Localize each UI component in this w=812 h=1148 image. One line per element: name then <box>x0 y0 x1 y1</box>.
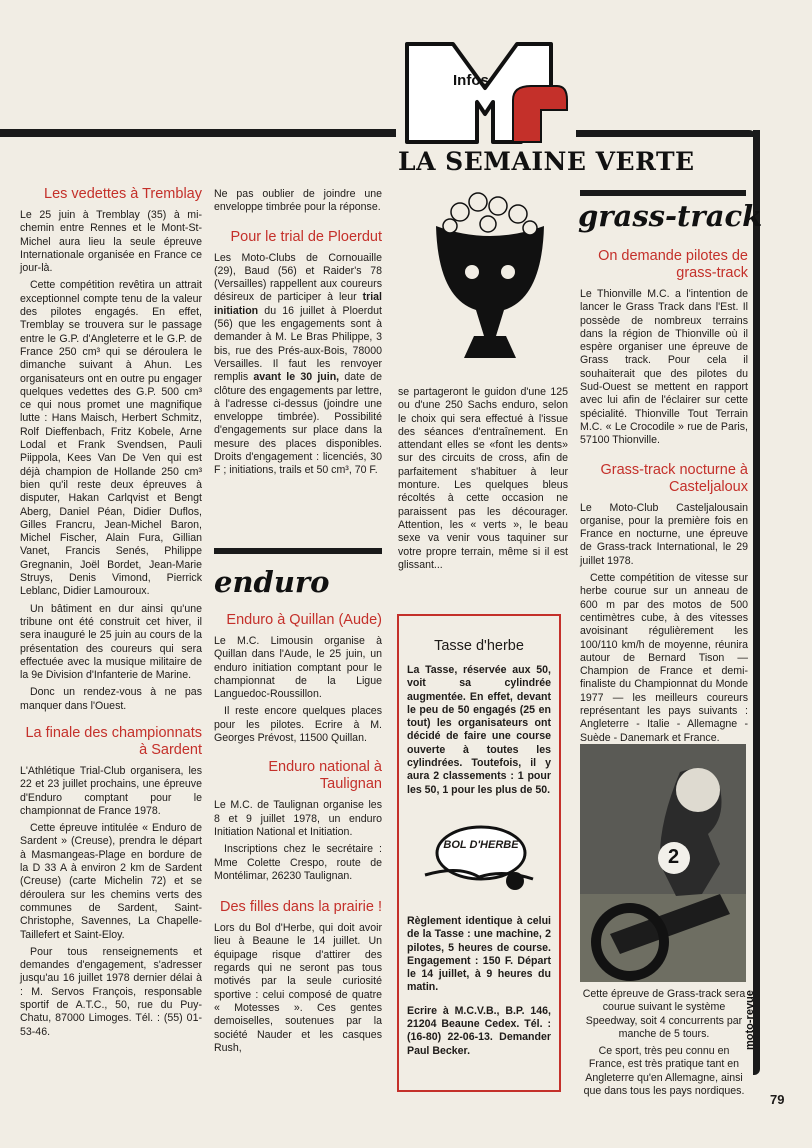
paragraph: Donc un rendez-vous à ne pas manquer dans l'Ouest. <box>20 686 202 712</box>
column-3-text <box>398 386 568 576</box>
paragraph: Le 25 juin à Tremblay (35) à mi-chemin entre Rennes et le Mont-St-Michel aura lieu la seule épreuve Internationale organisée en France ce jour-là. <box>20 209 202 275</box>
infos-label: Infos <box>453 72 489 89</box>
paragraph: Inscriptions chez le secrétaire : Mme Colette Crespo, route de Montélimar, 26230 Taulignan. <box>214 843 382 882</box>
enduro-rule <box>214 548 382 554</box>
headline-sardent: La finale des championnats à Sardent <box>25 724 202 758</box>
section-grass-track: grass-track <box>578 199 763 233</box>
box-paragraph: Ecrire à M.C.V.B., B.P. 146, 21204 Beaune Cedex. Tél. : (16-80) 22-06-13. Demander Paul Becker. <box>407 1004 551 1057</box>
box-paragraph: La Tasse, réservée aux 50, voit sa cylindrée augmentée. En effet, devant le peu de 50 engagés (25 en tout) les organisateurs ont décidé de faire une course ouverte à toutes les cylindrées. Toutefois, il y aura 2 classements : 1 pour les 50, 1 pour les plus de 50. <box>407 664 551 796</box>
paragraph: Pour tous renseignements et demandes d'engagement, s'adresser jusqu'au 16 juillet 1978 dernier délai à : M. Servos François, responsable sportif de A.T.C., 50, rue du Puy-Chatu, 87000 Limoges. Tél. : (55) 01-53-46. <box>20 945 202 1038</box>
column-4-bottom <box>580 988 748 1102</box>
magazine-name-vertical: moto-revue <box>744 990 756 1050</box>
paragraph: Le Thionville M.C. a l'intention de lancer le Grass Track dans l'Est. Il possède de nombreux terrains dans la région de Thionville où il espère organiser une épreuve de Grass track. Pour cela il souhaiterait que des pilotes du Sud-Ouest se mettent en rapport avec lui afin de l'éclairer sur cette spécialité. Thionville Tout Terrain M.C. « Le Crocodile » rue de Paris, 57100 Thionville. <box>580 288 748 447</box>
headline-casteljaloux: Grass-track nocturne à Casteljaloux <box>600 461 748 495</box>
flower-vase-illustration <box>428 186 552 382</box>
tasse-herbe-box <box>397 614 561 1092</box>
top-rule-left <box>0 129 396 137</box>
paragraph: Ce sport, très peu connu en France, est très pratique tant en Angleterre qu'en Allemagne, ainsi que dans tous les pays nordiques. <box>583 1045 745 1098</box>
grass-track-photo <box>580 744 746 982</box>
paragraph: Le M.C. Limousin organise à Quillan dans l'Aude, le 25 juin, un enduro initiation comptant pour le championnat de la Ligue Languedoc-Roussillon. <box>214 635 382 701</box>
column-2-enduro <box>214 612 382 1059</box>
paragraph-trial: Les Moto-Clubs de Cornouaille (29), Baud (56) et Raider's 78 (Versailles) rappellent aux coureurs désireux de participer à leur trial initiation du 16 juillet à Ploerdut (56) que les engagements sont à demander à M. Le Bras Philippe, 3 bis, rue des Prés-aux-Bois, 78000 Versailles. Il faut les renvoyer remplis avant le 30 juin, date de clôture des engagements par lettre, à l'adresse ci-dessus (joindre une enveloppe timbrée). Possibilité d'engagements sur place dans la mesure des places disponibles. Droits d'engagement : licenciés, 30 F ; initiations, trails et 50 cm³, 70 F. <box>214 251 382 477</box>
paragraph: se partageront le guidon d'une 125 ou d'une 250 Sachs enduro, selon le choix qui sera effectué à l'issue des séances d'entraînement. En attendant elles se «font les dents» sur des circuits de cross, afin de parfaitement s'habituer à leur monture. Les quelques bleus récoltés à cette occasion ne paraissent pas les décourager. Attention, les « verts », le beau sexe va venir vous taquiner sur votre propre terrain, même si il est glissant... <box>398 386 568 571</box>
paragraph: Cette compétition de vitesse sur herbe courue sur un anneau de 600 m par des motos de 500 centimètres cube, à des vitesses avoisinant régulièrement les 100/110 km/h de moyenne, réunira autour de Bernard Tison — Champion de France et demi-finaliste du Championnat du Monde 1977 — les meilleurs coureurs représentant les pays suivants : Angleterre - Italie - Allemagne - Suède - Danemark et France. <box>580 572 748 744</box>
paragraph: Un bâtiment en dur ainsi qu'une tribune ont été construit cet hiver, il sera inauguré le 25 juin au cours de la présentation des coureurs qui sera effectuée avec la musique militaire de la 9e Division d'Infanterie de Marine. <box>20 602 202 682</box>
paragraph: Cette épreuve intitulée « Enduro de Sardent » (Creuse), prendra le départ à Masmangeas-Plage en bordure de la D 33 A à environ 2 km de Sardent (Creuse) (carte Michelin 72) et se déroulera sur les chemins verts des communes de Sardent, Saint-Christophe, Savennes, La Chapelle-Taillefert et Saint-Eloy. <box>20 822 202 941</box>
box-title: Tasse d'herbe <box>434 638 524 654</box>
bol-herbe-logo-icon <box>419 811 539 901</box>
column-4 <box>580 248 748 749</box>
paragraph: Lors du Bol d'Herbe, qui doit avoir lieu à Beaune le 14 juillet. Un équipage risque d'attirer des regards qui ne seront pas tous motivés par la seule curiosité sportive : celui composé de quatre « Motesses ». Ces gentes demoiselles, soutenues par la société Nauder et les casques Rush, <box>214 922 382 1054</box>
paragraph: Ne pas oublier de joindre une enveloppe timbrée pour la réponse. <box>214 188 382 214</box>
paragraph: Cette compétition revêtira un attrait exceptionnel compte tenu de la valeur des pilotes engagés. En effet, Tremblay se trouvera sur le passage entre le G.P. d'Angleterre et le G.P. de France 250 cm³ qui se déroulera le dimanche suivant à Ahun. Les organisateurs ont en outre pu engager quelques vedettes des G.P. 500 cm³ ce qui nous promet une magnifique lutte : Hans Maisch, Herbert Schmitz, Rolf Dieffenbach, Fritz Kobele, Arne Lodal et Frank Svendsen, Pauli Piippola, Kees Van De Ven qui est déjà champion de Hollande 250 cm³ bien qu'il reste deux épreuves à disputer, Hakan Carlqvist et Bengt Aberg, Daniel Péan, Didier Duflos, Gilles Francru, Jean-Michel Baron, Michel Fischer, Alain Fura, Gillian Vanet, Francis Senés, Philippe Gregnanin, Joël Bordet, Jean-Marie Struys, Denis Vimond, Pierrick Leblanc, Didier Lamouroux. <box>20 279 202 598</box>
paragraph: Il reste encore quelques places pour les pilotes. Ecrire à M. Georges Prévost, 11500 Quillan. <box>214 705 382 745</box>
headline-ploerdut: Pour le trial de Ploerdut <box>230 228 382 245</box>
headline-pilotes-grass-track: On demande pilotes de grass-track <box>598 248 748 281</box>
right-border-rule <box>753 130 760 1075</box>
top-rule-right <box>576 130 756 137</box>
magazine-logo <box>401 38 575 148</box>
paragraph: Le M.C. de Taulignan organise les 8 et 9 juillet 1978, un enduro Initiation National et Initiation. <box>214 799 382 838</box>
headline-tremblay: Les vedettes à Tremblay <box>44 186 202 202</box>
grass-track-rule <box>580 190 746 196</box>
race-number: 2 <box>668 846 680 868</box>
section-enduro: enduro <box>214 565 330 599</box>
column-2 <box>214 188 382 482</box>
page-title: LA SEMAINE VERTE <box>398 147 695 176</box>
headline-filles: Des filles dans la prairie ! <box>220 899 382 916</box>
mr-logo-icon <box>401 38 575 148</box>
column-1 <box>20 186 202 1043</box>
paragraph: Le Moto-Club Casteljalousain organise, pour la première fois en France en nocturne, une épreuve de Grass-track International, le 29 juillet 1978. <box>580 501 748 567</box>
headline-quillan: Enduro à Quillan (Aude) <box>226 612 382 628</box>
paragraph: Cette épreuve de Grass-track sera courue suivant le système Speedway, soit 4 concurrents par manche de 5 tours. <box>582 988 746 1040</box>
box-paragraph: Règlement identique à celui de la Tasse : une machine, 2 pilotes, 5 heures de course. Engagement : 150 F. Départ le 14 juillet, à 9 heures du matin. <box>407 914 551 994</box>
headline-taulignan: Enduro national à Taulignan <box>268 759 382 793</box>
bol-herbe-logo-text: BOL D'HERBE <box>443 838 519 851</box>
bol-herbe-logo <box>419 811 539 901</box>
paragraph: L'Athlétique Trial-Club organisera, les 22 et 23 juillet prochains, une épreuve d'Enduro comptant pour le championnat de France 1978. <box>20 764 202 817</box>
page-number: 79 <box>770 1092 785 1107</box>
